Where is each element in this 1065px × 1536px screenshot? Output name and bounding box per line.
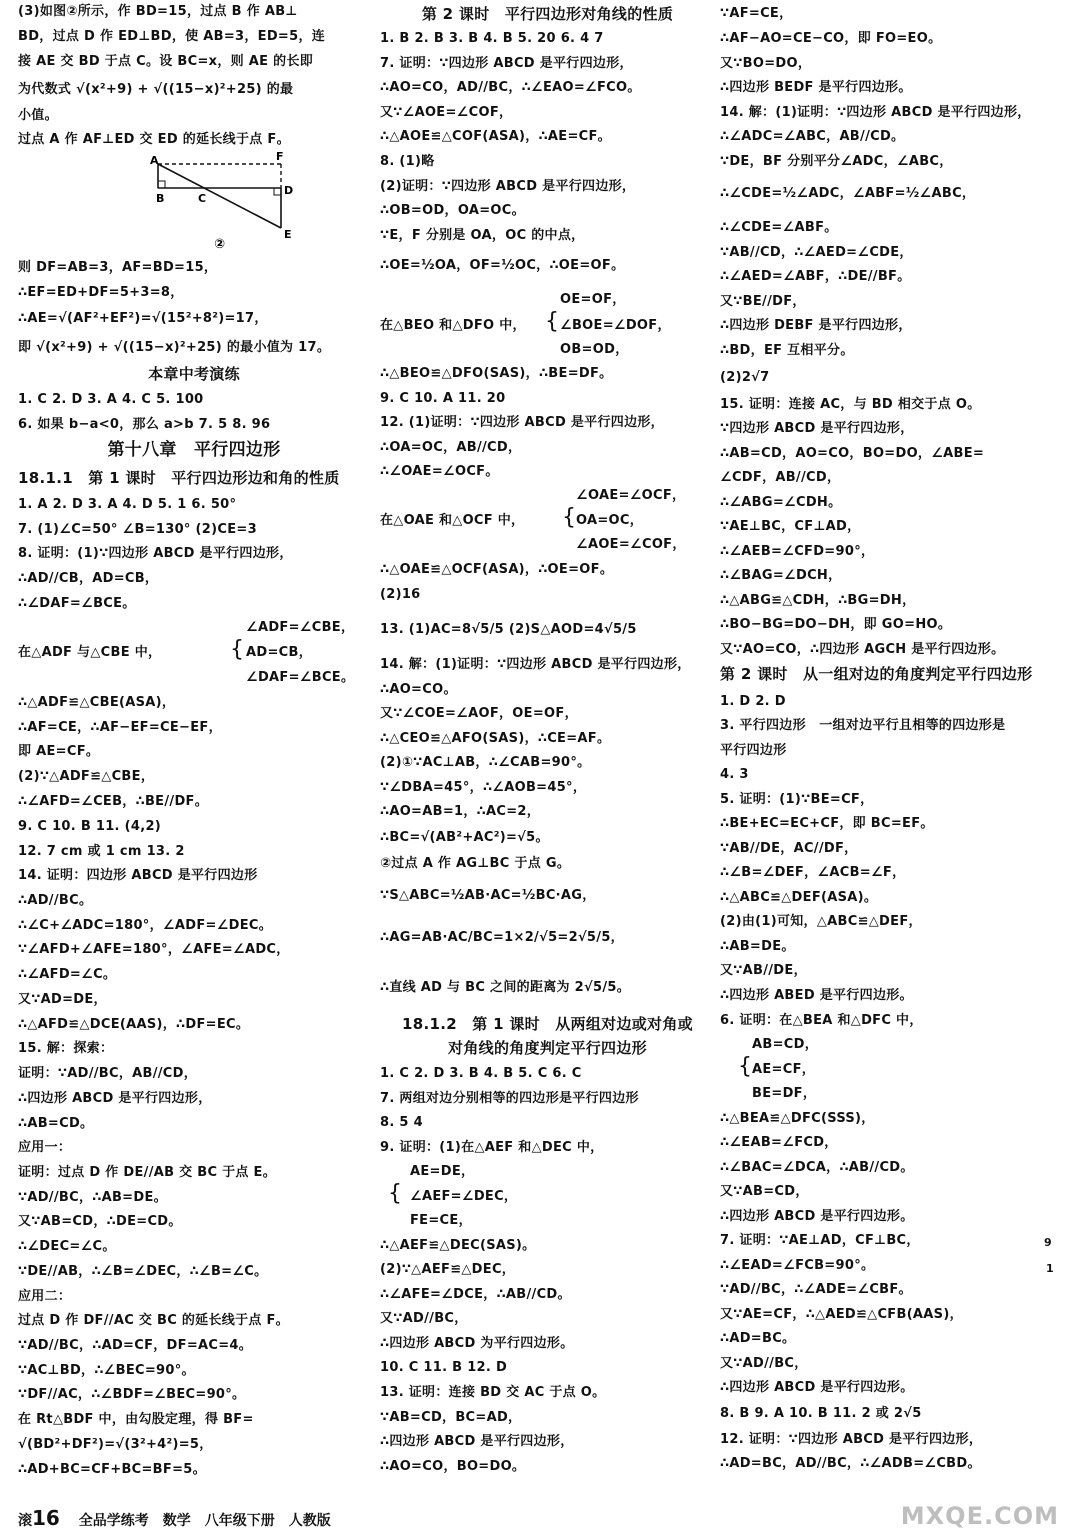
text-line: 又∵AD=DE， <box>18 992 107 1007</box>
figure-label: D <box>284 184 294 197</box>
text-line: ∴四边形 BEDF 是平行四边形。 <box>720 80 912 95</box>
page-prefix: 滚 <box>18 1513 32 1529</box>
text-line: ∠ADF=∠CBE， <box>246 620 355 635</box>
text-line: 即 AE=CF。 <box>18 744 100 759</box>
text-line: ∴AF−AO=CE−CO，即 FO=EO。 <box>720 31 942 46</box>
text-line: 又∵AD//BC， <box>720 1356 808 1371</box>
text-line: ∴OA=OC，AB//CD， <box>380 440 522 455</box>
text-line: 13. (1)AC=8√5/5 (2)S△AOD=4√5/5 <box>380 622 637 637</box>
text-line: ∴△BEO≌△DFO(SAS)，∴BE=DF。 <box>380 366 613 381</box>
text-line: AB=CD， <box>752 1037 818 1052</box>
text-line: 9. C 10. B 11. (4,2) <box>18 819 162 834</box>
text-line: ∴AD//BC。 <box>18 893 93 908</box>
text-line: 又∵BO=DO， <box>720 56 812 71</box>
text-line: ∴AO=CO，BO=DO。 <box>380 1459 526 1474</box>
text-line: ∴∠C+∠ADC=180°，∠ADF=∠DEC。 <box>18 918 273 933</box>
text-line: OA=OC， <box>576 513 644 528</box>
text-line: ∴AO=CO，AD//BC，∴∠EAO=∠FCO。 <box>380 80 641 95</box>
text-line: 又∵AB=CD， <box>720 1184 809 1199</box>
text-line: ∴△BEA≌△DFC(SSS)， <box>720 1111 875 1126</box>
text-line: ∴AB=CD，AO=CO，BO=DO，∠ABE= <box>720 446 985 461</box>
text-line: 9. C 10. A 11. 20 <box>380 391 506 406</box>
text-line: 过点 A 作 AF⊥ED 交 ED 的延长线于点 F。 <box>18 132 290 147</box>
page-footer <box>18 1506 331 1530</box>
text-line: ∵AF=CE， <box>720 6 793 21</box>
brace: { <box>545 309 560 334</box>
text-line: ∴∠CDE=½∠ADC，∠ABF=½∠ABC， <box>720 186 976 201</box>
text-line: ∵DF//AC，∴∠BDF=∠BEC=90°。 <box>18 1387 246 1402</box>
text-line: (2)证明：∵四边形 ABCD 是平行四边形， <box>380 179 636 194</box>
text-line: ∴∠OAE=∠OCF。 <box>380 464 499 479</box>
text-line: (2)∵△ADF≌△CBE， <box>18 769 155 784</box>
figure-label: E <box>284 228 292 241</box>
text-line: 8. B 9. A 10. B 11. 2 或 2√5 <box>720 1406 922 1421</box>
text-line: ∴OE=½OA，OF=½OC，∴OE=OF。 <box>380 258 625 273</box>
text-line: 证明：∵AD//BC，AB//CD， <box>18 1066 198 1081</box>
text-line: ∴BD，EF 互相平分。 <box>720 343 854 358</box>
text-line: ②过点 A 作 AG⊥BC 于点 G。 <box>380 856 571 871</box>
text-line: 1. A 2. D 3. A 4. D 5. 1 6. 50° <box>18 497 237 512</box>
text-line: ∴∠AFD=∠C。 <box>18 967 117 982</box>
text-line: 过点 D 作 DF//AC 交 BC 的延长线于点 F。 <box>18 1313 289 1328</box>
watermark-text: MXQE.COM <box>900 1502 1059 1530</box>
figure-label: C <box>198 192 207 205</box>
text-line: 平行四边形 <box>720 743 787 758</box>
brace: { <box>230 637 245 662</box>
section-heading: 第 2 课时 从一组对边的角度判定平行四边形 <box>720 665 1033 683</box>
text-line: ∵∠AFD+∠AFE=180°，∠AFE=∠ADC， <box>18 942 290 957</box>
text-line: ∠BOE=∠DOF， <box>560 318 671 333</box>
text-line: 为代数式 √(x²+9) + √((15−x)²+25) 的最 <box>18 82 294 97</box>
text-line: ∴∠AED=∠ABF，∴DE//BF。 <box>720 269 911 284</box>
text-line: 小值。 <box>18 108 58 123</box>
text-line: ∠OAE=∠OCF， <box>576 488 686 503</box>
text-line: ∴四边形 ABCD 是平行四边形， <box>18 1091 212 1106</box>
text-line: BE=DF， <box>752 1086 817 1101</box>
text-line: ∴直线 AD 与 BC 之间的距离为 2√5/5。 <box>380 980 631 995</box>
text-line: ∴四边形 ABCD 为平行四边形。 <box>380 1336 574 1351</box>
text-line: ∴∠AEB=∠CFD=90°， <box>720 544 875 559</box>
text-line: 1. C 2. D 3. A 4. C 5. 100 <box>18 392 204 407</box>
text-line: ∴AD=BC。 <box>720 1331 796 1346</box>
page-number: 16 <box>32 1506 60 1530</box>
text-line: ∵AD//BC，∴AB=DE。 <box>18 1190 167 1205</box>
text-line: ∵四边形 ABCD 是平行四边形， <box>720 421 914 436</box>
text-line: 证明：过点 D 作 DE//AB 交 BC 于点 E。 <box>18 1165 277 1180</box>
section-heading: 18.1.2 第 1 课时 从两组对边或对角或 <box>402 1015 693 1033</box>
text-line: 1. B 2. B 3. B 4. B 5. 20 6. 4 7 <box>380 31 604 46</box>
text-line: ∴四边形 ABCD 是平行四边形， <box>380 1434 574 1449</box>
text-line: ∴△ABG≌△CDH，∴BG=DH， <box>720 593 916 608</box>
text-line: ∴∠AFD=∠CEB，∴BE//DF。 <box>18 794 209 809</box>
figure-caption: ② <box>214 237 226 250</box>
text-line: (2)①∵AC⊥AB，∴∠CAB=90°。 <box>380 755 591 770</box>
text-line: ∵AD//BC，∴AD=CF，DF=AC=4。 <box>18 1338 253 1353</box>
text-line: ∴∠DAF=∠BCE。 <box>18 596 136 611</box>
text-line: 又∵AO=CO，∴四边形 AGCH 是平行四边形。 <box>720 642 1005 657</box>
text-line: 6. 证明：在△BEA 和△DFC 中， <box>720 1013 923 1028</box>
text-line: ∴四边形 ABCD 是平行四边形。 <box>720 1380 914 1395</box>
text-line: ∵AB//CD，∴∠AED=∠CDE， <box>720 245 913 260</box>
text-line: 在△BEO 和△DFO 中， <box>380 318 526 333</box>
text-line: ∴AE=√(AF²+EF²)=√(15²+8²)=17， <box>18 311 268 326</box>
text-line: 接 AE 交 BD 于点 C。设 BC=x，则 AE 的长即 <box>18 54 314 69</box>
text-line: 7. 两组对边分别相等的四边形是平行四边形 <box>380 1091 639 1106</box>
text-line: ∵∠DBA=45°，∴∠AOB=45°， <box>380 780 587 795</box>
text-line: ∴△CEO≌△AFO(SAS)，∴CE=AF。 <box>380 731 611 746</box>
text-line: 4. 3 <box>720 767 749 782</box>
text-line: ∴AD//CB，AD=CB， <box>18 571 159 586</box>
text-line: OB=OD， <box>560 342 629 357</box>
text-line: ∵AC⊥BD，∴∠BEC=90°。 <box>18 1363 195 1378</box>
text-line: ∴四边形 ABED 是平行四边形。 <box>720 988 913 1003</box>
text-line: 则 DF=AB=3，AF=BD=15， <box>18 260 218 275</box>
text-line: 1. C 2. D 3. B 4. B 5. C 6. C <box>380 1066 582 1081</box>
text-line: 又∵AE=CF，∴△AED≌△CFB(AAS)， <box>720 1307 963 1322</box>
text-line: (2)16 <box>380 587 421 602</box>
text-line: 8. 5 4 <box>380 1115 423 1130</box>
text-line: 又∵∠COE=∠AOF，OE=OF， <box>380 706 578 721</box>
section-heading: 第 2 课时 平行四边形对角线的性质 <box>421 5 674 23</box>
text-line: (2)由(1)可知，△ABC≌△DEF， <box>720 914 922 929</box>
text-line: 12. 证明：∵四边形 ABCD 是平行四边形， <box>720 1432 983 1447</box>
text-line: ∵AE⊥BC，CF⊥AD， <box>720 519 861 534</box>
text-line: ∴AB=CD。 <box>18 1116 94 1131</box>
text-line: (2)∵△AEF≌△DEC， <box>380 1262 516 1277</box>
text-line: ∴∠BAC=∠DCA，∴AB//CD。 <box>720 1160 914 1175</box>
book-title: 全品学练考 数学 八年级下册 人教版 <box>78 1513 331 1529</box>
section-heading: 18.1.1 第 1 课时 平行四边形边和角的性质 <box>18 469 340 487</box>
text-line: ∴AO=CO。 <box>380 682 457 697</box>
text-line: ∴∠AFE=∠DCE，∴AB//CD。 <box>380 1287 571 1302</box>
text-line: ∴AO=AB=1，∴AC=2， <box>380 804 541 819</box>
section-heading: 对角线的角度判定平行四边形 <box>448 1039 647 1057</box>
text-line: 15. 解：探索： <box>18 1041 114 1056</box>
text-line: AE=CF， <box>752 1062 816 1077</box>
text-line: ∴∠ADC=∠ABC，AB//CD。 <box>720 129 905 144</box>
text-line: ∵AB=CD，BC=AD， <box>380 1410 522 1425</box>
figure-label: F <box>276 150 284 163</box>
text-line: 14. 解：(1)证明：∵四边形 ABCD 是平行四边形， <box>380 657 691 672</box>
text-line: 13. 证明：连接 BD 交 AC 于点 O。 <box>380 1385 606 1400</box>
text-line: √(BD²+DF²)=√(3²+4²)=5， <box>18 1437 213 1452</box>
text-line: ∴BC=√(AB²+AC²)=√5。 <box>380 830 549 845</box>
brace: { <box>738 1054 753 1079</box>
text-line: ∴∠CDE=∠ABF。 <box>720 220 838 235</box>
text-line: ∴△OAE≌△OCF(ASA)，∴OE=OF。 <box>380 562 614 577</box>
text-line: 9. 证明：(1)在△AEF 和△DEC 中， <box>380 1140 604 1155</box>
brace: { <box>562 505 577 530</box>
text-line: 3. 平行四边形 一组对边平行且相等的四边形是 <box>720 718 1006 733</box>
text-line: 又∵BE//DF， <box>720 294 806 309</box>
text-line: ∠DAF=∠BCE。 <box>246 670 355 685</box>
text-line: ∠AOE=∠COF， <box>576 537 686 552</box>
text-line: ∵AD//BC，∴∠ADE=∠CBF。 <box>720 1282 912 1297</box>
text-line: 14. 证明：四边形 ABCD 是平行四边形 <box>18 868 258 883</box>
text-line: ∴EF=ED+DF=5+3=8， <box>18 285 184 300</box>
margin-mark: 9 <box>1044 1236 1052 1249</box>
text-line: 又∵AB//DE， <box>720 963 807 978</box>
text-line: ∴∠B=∠DEF，∠ACB=∠F， <box>720 865 906 880</box>
text-line: ∵S△ABC=½AB·AC=½BC·AG， <box>380 888 596 903</box>
text-line: ∴OB=OD，OA=OC。 <box>380 203 525 218</box>
text-line: ∴AD=BC，AD//BC，∴∠ADB=∠CBD。 <box>720 1456 981 1471</box>
text-line: ∠AEF=∠DEC， <box>410 1189 518 1204</box>
text-line: ∴∠DEC=∠C。 <box>18 1239 116 1254</box>
text-line: 7. 证明：∵四边形 ABCD 是平行四边形， <box>380 56 633 71</box>
chapter-heading: 第十八章 平行四边形 <box>107 440 281 460</box>
text-line: ∴四边形 DEBF 是平行四边形， <box>720 318 912 333</box>
text-line: 即 √(x²+9) + √((15−x)²+25) 的最小值为 17。 <box>18 340 331 355</box>
text-line: ∴△AOE≌△COF(ASA)，∴AE=CF。 <box>380 129 611 144</box>
text-line: ∴∠ABG=∠CDH。 <box>720 495 842 510</box>
text-line: ∴∠BAG=∠DCH， <box>720 568 842 583</box>
text-line: 在△ADF 与△CBE 中， <box>18 645 162 660</box>
text-line: 又∵∠AOE=∠COF， <box>380 105 513 120</box>
brace: { <box>388 1181 403 1206</box>
text-line: 12. (1)证明：∵四边形 ABCD 是平行四边形， <box>380 415 664 430</box>
text-line: 又∵AD//BC， <box>380 1311 468 1326</box>
text-line: (3)如图②所示，作 BD=15，过点 B 作 AB⊥ <box>18 4 298 19</box>
text-line: ∴△ABC≌△DEF(ASA)。 <box>720 890 878 905</box>
text-line: AD=CB， <box>246 645 312 660</box>
text-line: 12. 7 cm 或 1 cm 13. 2 <box>18 844 185 859</box>
text-line: 7. (1)∠C=50° ∠B=130° (2)CE=3 <box>18 522 257 537</box>
text-line: 在 Rt△BDF 中，由勾股定理，得 BF= <box>18 1412 254 1427</box>
text-line: 10. C 11. B 12. D <box>380 1360 508 1375</box>
text-line: OE=OF， <box>560 292 626 307</box>
text-line: ∴△AFD≌△DCE(AAS)，∴DF=EC。 <box>18 1017 250 1032</box>
text-line: 在△OAE 和△OCF 中， <box>380 513 525 528</box>
text-line: (2)2√7 <box>720 370 770 385</box>
geometry-figure <box>136 150 301 250</box>
text-line: FE=CE， <box>410 1213 472 1228</box>
text-line: 8. 证明：(1)∵四边形 ABCD 是平行四边形， <box>18 546 293 561</box>
text-line: ∠CDF，AB//CD， <box>720 470 841 485</box>
text-line: AE=DE， <box>410 1164 475 1179</box>
text-line: 1. D 2. D <box>720 694 786 709</box>
section-heading: 本章中考演练 <box>148 365 240 383</box>
text-line: ∴AG=AB·AC/BC=1×2/√5=2√5/5， <box>380 930 624 945</box>
text-line: ∵E，F 分别是 OA，OC 的中点， <box>380 228 585 243</box>
text-line: 14. 解：(1)证明：∵四边形 ABCD 是平行四边形， <box>720 105 1031 120</box>
text-line: 8. (1)略 <box>380 154 435 169</box>
text-line: ∴AF=CE，∴AF−EF=CE−EF， <box>18 720 222 735</box>
text-line: 应用一： <box>18 1140 72 1155</box>
text-line: 又∵AB=CD，∴DE=CD。 <box>18 1214 182 1229</box>
text-line: ∴∠EAD=∠FCB=90°。 <box>720 1258 875 1273</box>
figure-label: B <box>156 192 165 205</box>
text-line: ∴△AEF≌△DEC(SAS)。 <box>380 1238 536 1253</box>
text-line: 应用二： <box>18 1289 72 1304</box>
text-line: 6. 如果 b−a<0，那么 a>b 7. 5 8. 96 <box>18 417 271 432</box>
text-line: ∴BE+EC=EC+CF，即 BC=EF。 <box>720 816 934 831</box>
text-line: ∵AB//DE，AC//DF， <box>720 841 858 856</box>
text-line: 5. 证明：(1)∵BE=CF， <box>720 792 874 807</box>
text-line: ∵DE//AB，∴∠B=∠DEC，∴∠B=∠C。 <box>18 1264 268 1279</box>
text-line: ∴AB=DE。 <box>720 939 795 954</box>
text-line: ∴四边形 ABCD 是平行四边形。 <box>720 1209 914 1224</box>
text-line: BD，过点 D 作 ED⊥BD，使 AB=3，ED=5，连 <box>18 29 326 44</box>
margin-mark: 1 <box>1046 1262 1054 1275</box>
text-line: ∵DE，BF 分别平分∠ADC，∠ABC， <box>720 154 953 169</box>
text-line: ∴∠EAB=∠FCD， <box>720 1135 838 1150</box>
text-line: ∴AD+BC=CF+BC=BF=5。 <box>18 1462 206 1477</box>
figure-label: A <box>150 154 159 167</box>
text-line: ∴BO−BG=DO−DH，即 GO=HO。 <box>720 617 952 632</box>
text-line: 15. 证明：连接 AC，与 BD 相交于点 O。 <box>720 397 981 412</box>
text-line: 7. 证明：∵AE⊥AD，CF⊥BC， <box>720 1233 920 1248</box>
text-line: ∴△ADF≌△CBE(ASA)， <box>18 695 176 710</box>
